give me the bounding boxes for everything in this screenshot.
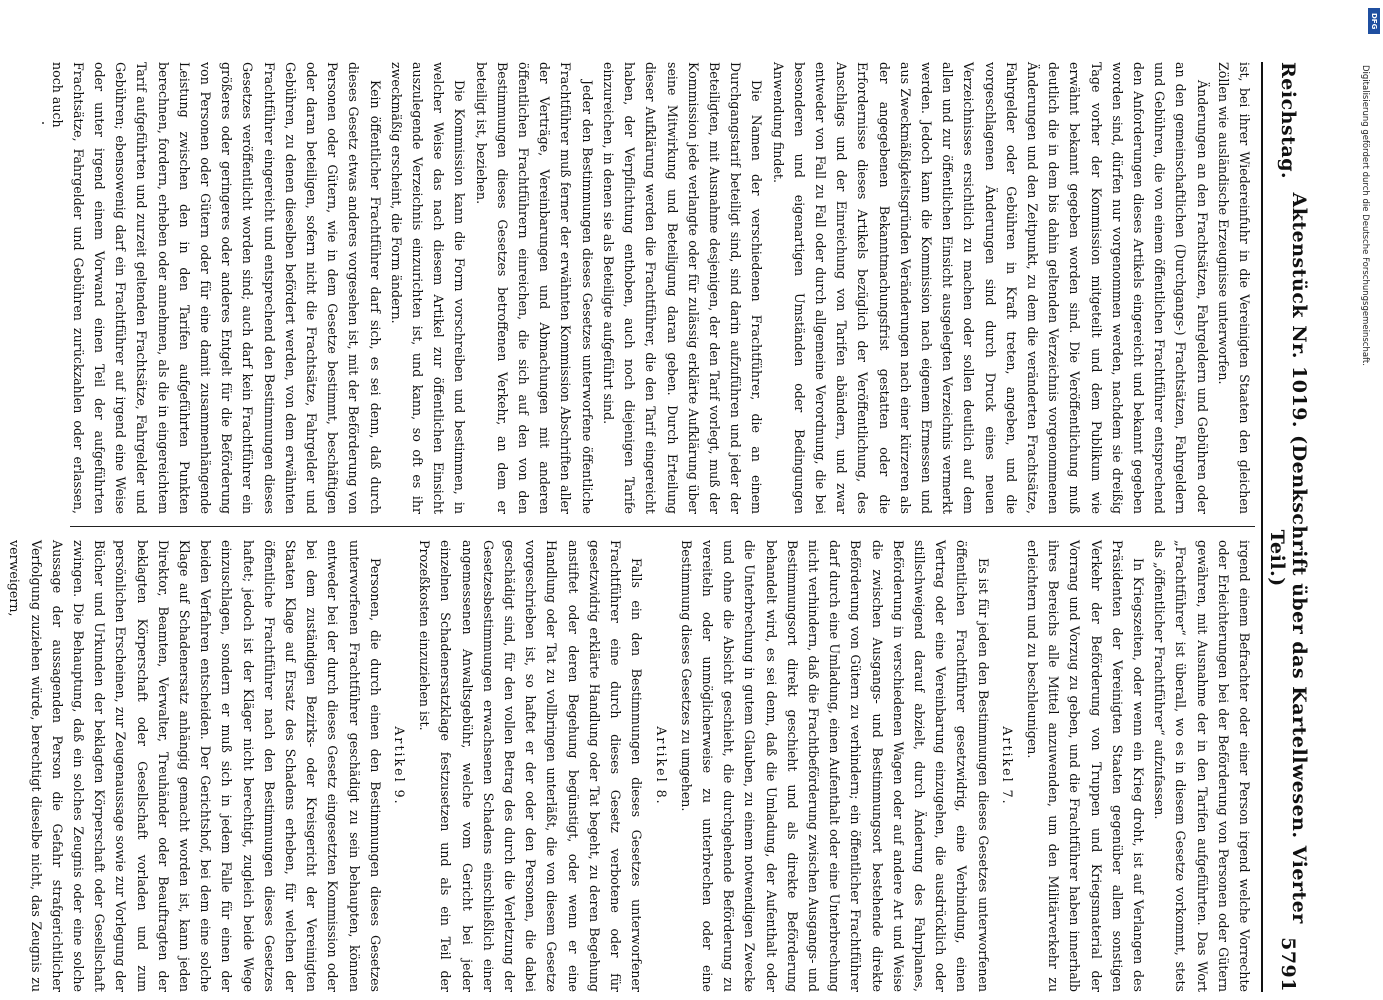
right-column bbox=[7, 540, 1255, 992]
right-paragraph: Es ist für jeden den Bestimmungen dieses Gesetzes unterworfenen öffentlichen Frachtführer gesetzwidrig, eine Verbindung, einen Vertrag oder eine Vereinbarung einzugehen, die ausdrücklich oder stillschweigend darauf abzielt, durch Änderung des Fahrplanes, Beförderung in verschiedenen Wagen oder auf andere Art und Weise die zwischen Ausgangs- und Bestimmungsort bestehende direkte Beförderung von Gütern zu verhindern; ein öffentlicher Frachtführer darf durch eine Umladung, einen Aufenthalt oder eine Unterbrechung nicht verhindern, daß die Frachtbeförderung zwischen Ausgangs- und Bestimmungsort direkt geschieht und als direkte Beförderung behandelt wird, es sei denn, daß die Umladung, der Aufenthalt oder die Unterbrechung in gutem Glauben, zu einem notwendigen Zwecke und ohne die Absicht geschieht, die durchgehende Beförderung zu vereiteln oder unmöglicherweise zu unterbrechen oder eine Bestimmung dieses Gesetzes zu umgehen. bbox=[678, 540, 991, 992]
left-paragraph: Kein öffentlicher Frachtführer darf sich, es sei denn, daß durch dieses Gesetz etwas anderes vorgesehen ist, mit der Beförderung von Personen oder Gütern, wie in dem Gesetze bestimmt, beschäftigen oder daran beteiligen, sofern nicht die Frachtsätze, Fahrgelder und Gebühren, zu denen dieselben befördert werden, von dem erwähnten Frachtführer eingereicht und entsprechend den Bestimmungen dieses Gesetzes veröffentlicht worden sind; auch darf kein Frachtführer ein größeres oder geringeres oder anderes Entgelt für die Beförderung von Personen oder Gütern oder für eine damit zusammenhängende Leistung zwischen den in den Tarifen aufgeführten Punkten berechnen, fordern, erheben oder annehmen, als die in eingereichtem Tarif aufgeführten und zurzeit geltenden Frachtsätze, Fahrgelder und Gebühren; ebensowenig darf ein Frachtführer auf irgend eine Weise oder unter irgend einem Vorwand einen Teil der aufgeführten Frachtsätze, Fahrgelder und Gebühren zurückzahlen oder erlassen, noch auch bbox=[49, 62, 383, 514]
article-heading: Artikel 7. bbox=[999, 726, 1015, 806]
right-paragraph: Falls ein den Bestimmungen dieses Gesetzes unterworfener Frachtführer eine durch dieses Gesetz verbotene oder für gesetzwidrig erklärte Handlung oder Tat begeht, zu deren Begehung anstiftet oder deren Begehung begünstigt, oder wenn er eine Handlung oder Tat zu vollbringen unterläßt, die von diesem Gesetze vorgeschrieben ist, so haftet er der oder den Personen, die dabei geschädigt sind, für den vollen Betrag des durch die Verletzung der Gesetzesbestimmungen erwachsenen Schadens einschließlich einer angemessenen Anwaltsgebühr, welche vom Gericht bei jeder einzelnen Schadenersatzklage festzusetzen und als ein Teil der Prozeßkosten einzuziehen ist. bbox=[417, 540, 645, 992]
column-divider bbox=[70, 526, 1255, 527]
right-paragraph: In Kriegszeiten, oder wenn ein Krieg droht, ist auf Verlangen des Präsidenten der Vereinigten Staaten gegenüber allem sonstigen Verkehr der Beförderung von Truppen und Kriegsmaterial der Vorrang und Vorzug zu geben, und die Frachtführer haben innerhalb ihres Bereichs alle Mittel anzuwenden, um den Militärverkehr zu erleichtern und zu beschleunigen. bbox=[1024, 540, 1146, 992]
right-paragraph: Personen, die durch einen den Bestimmungen dieses Gesetzes unterworfenen Frachtführer geschädigt zu sein behaupten, können entweder bei der durch dieses Gesetz eingesetzten Kommission oder bei dem zuständigen Bezirks- oder Kreisgericht der Vereinigten Staaten Klage auf Ersatz des Schadens erheben, für welchen der öffentliche Frachtführer nach den Bestimmungen dieses Gesetzes haftet; jedoch ist der Kläger nicht berechtigt, zugleich beide Wege einzuschlagen, sondern er muß sich in jedem Falle für einen der beiden Verfahren entscheiden. Der Gerichtshof, bei dem eine solche Klage auf Schadenersatz anhängig gemacht worden ist, kann jeden Direktor, Beamten, Verwalter, Treuhänder oder Beauftragten der beklagten Körperschaft oder Gesellschaft vorladen und zum persönlichen Erscheinen, zur Zeugenaussage sowie zur Vorlegung der Bücher und Urkunden der beklagten Körperschaft oder Gesellschaft zwingen. Die Behauptung, daß ein solches Zeugnis oder eine solche Aussage der aussagenden Person die Gefahr strafgerichtlicher Verfolgung zuziehen würde, berechtigt dieselbe nicht, das Zeugnis zu verweigern, bbox=[7, 540, 383, 992]
left-paragraph: Jeder den Bestimmungen dieses Gesetzes unterworfene öffentliche Frachtführer muß ferner der erwähnten Kommission Abschriften aller der Verträge, Vereinbarungen und Abmachungen mit anderen öffentlichen Frachtführern einreichen, die sich auf den von den Bestimmungen dieses Gesetzes betroffenen Verkehr, an dem er beteiligt ist, beziehen. bbox=[473, 62, 595, 514]
article-heading: Artikel 9. bbox=[392, 726, 408, 806]
left-column bbox=[49, 62, 1255, 514]
dfg-logo-icon: DFG bbox=[1368, 8, 1380, 34]
page-number: 5791 bbox=[1277, 937, 1299, 992]
left-paragraph: Änderungen an den Frachtsätzen, Fahrgeldern und Gebühren oder an den gemeinschaftlichen (Durchgangs-) Frachtsätzen, Fahrgeldern und Gebühren, die von einem öffentlichen Frachtführer entsprechend den Anforderungen dieses Artikels eingereicht und bekannt gegeben worden sind, dürfen nur vorgenommen werden, nachdem sie dreißig Tage vorher der Kommission mitgeteilt und dem Publikum wie erwähnt bekannt gegeben worden sind. Die Veröffentlichung muß deutlich die in dem bis dahin geltenden Verzeichnis vorgenommenen Änderungen und den Zeitpunkt, zu dem die veränderten Frachtsätze, Fahrgelder oder Gebühren in Kraft treten, angeben, und die vorgeschlagenen Änderungen sind durch Druck eines neuen Verzeichnisses ersichtlich zu machen oder sollen deutlich auf dem allen und zur öffentlichen Einsicht ausgelegten Verzeichnis vermerkt werden. Jedoch kann die Kommission nach eigenem Ermessen und aus Zweckmäßigkeitsgründen Veränderungen nach einer kürzeren als der angegebenen Bekanntmachungsfrist gestatten oder die Erfordernisse dieses Artikels bezüglich der Veröffentlichung, des Anschlags und der Einreichung von Tarifen abändern, und zwar entweder von Fall zu Fall oder durch allgemeine Verordnung, die bei besonderen und eigenartigen Umständen oder Bedingungen Anwendung findet. bbox=[770, 62, 1210, 514]
header-left: Reichstag. bbox=[1277, 62, 1299, 180]
digitization-note bbox=[1350, 40, 1370, 990]
header-title: Aktenstück Nr. 1019. (Denkschrift über das Kartellwesen. Vierter Teil.) bbox=[1266, 192, 1310, 924]
page-header bbox=[1261, 62, 1313, 992]
article-heading: Artikel 8. bbox=[653, 726, 669, 806]
left-paragraph: Die Namen der verschiedenen Frachtführer, die an einem Durchgangstarif beteiligt sind, sind darin aufzuführen und jeder der Beteiligten, mit Ausnahme desjenigen, der den Tarif vorlegt, muß der Kommission jede verlangte oder für zulässig erklärte Aufklärung über seine Mitwirkung und Beteiligung daran geben. Durch Erteilung dieser Aufklärung werden die Frachtführer, die den Tarif eingereicht haben, der Verpflichtung enthoben, auch noch diejenigen Tarife einzureichen, in denen sie als Beteiligte aufgeführt sind. bbox=[600, 62, 765, 514]
right-paragraph: irgend einem Befrachter oder einer Person irgend welche Vorrechte oder Erleichterungen bei der Beförderung von Personen oder Gütern gewähren, mit Ausnahme der in den Tarifen aufgeführten. Das Wort „Frachtführer“ ist überall, wo es in diesem Gesetze vorkommt, stets als „öffentlicher Frachtführer“ aufzufassen. bbox=[1152, 540, 1252, 992]
left-paragraph: Die Kommission kann die Form vorschreiben und bestimmen, in welcher Weise das nach diesem Artikel zur öffentlichen Einsicht auszulegende Verzeichnis einzurichten ist, und kann, so oft es ihr zweckmäßig erscheint, die Form ändern. bbox=[388, 62, 468, 514]
left-paragraph: ist, bei ihrer Wiedereinfuhr in die Vereinigten Staaten den gleichen Zöllen wie ausländische Erzeugnisse unterworfen. bbox=[1215, 62, 1252, 514]
document-page bbox=[7, 62, 1313, 992]
scan-speck bbox=[42, 122, 44, 124]
digitization-note-text: Digitalisierung gefördert durch die Deutsche Forschungsgemeinschaft. bbox=[1360, 65, 1370, 366]
